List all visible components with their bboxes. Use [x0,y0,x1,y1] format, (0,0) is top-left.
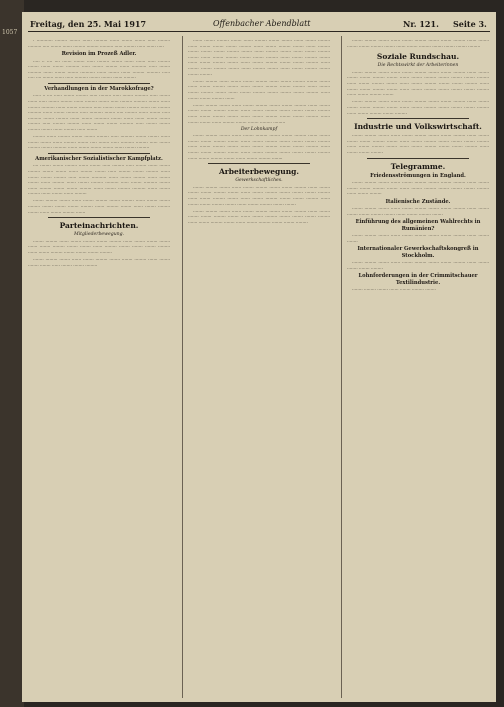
issue-date: Freitag, den 25. Mai 1917 [30,19,147,29]
page-number: Seite 3. [453,19,487,29]
headline-lohnforderungen: Lohnforderungen in der Crimmitschauer Textilindustrie. [358,273,478,286]
headline-partei: Parteinachrichten. [59,221,139,231]
subhead-gewerkschaftliches: Gewerkschaftliches. [235,178,283,184]
article-column-1: · ············ ········· ········ ······· ·········· ······· ········ ········ ······ ········· ·········· ····· ········ ······· ········· ········· ·········· ······ ········· ······ ······· ····· Revision im Prozeß Adler. ····· ·· ···· ···· ······· ········ ······ ········· ········ ······· ······· ······ ········· ········ ······· ········ ·········· ······ ········ ········· ······· ··········· ······ ········ ·········· ······· ········ ········ ··········· ······· ········ ······· ········· ·········· ······ ····· ···· ········ ······· ······ ·········· ········ ········ ······· ········· Verhandlungen in der Marokkofrage? ······ ·· ···· ······ ········ ········· ······ ········· ······ ········ ·········· ······ ········ ······· ······ ········ ········· ······· ········· ········ ······ ········· ·········· ········ ······· ········· ·········· ······· ········ ·········· ······ ········ ········ ········· ······· ···· ········· ·········· ······· ········ ········· ······ ·········· ········ ····· ········· ······· ········ ······ ·········· ········ ········· ······· ········ ··········· ········ ······· ······· ········ ········ ········· ······ ········· ········· ······· ········ ········ ·········· ······ ········ ········ ········· ········ ······· ········· ······ ········ ········· ······· ········· ········ ········ ········· ······ ·········· ········ ········ ······· ········ ········ ······· ········· ········ ····· ········ ······ ·········· ········· ······ ········ ········· ········ ·········· ······· ········ ········ ········ ······· ········ ········· Amerikanischer Sozialistischer Kampfplatz. ···· ········ ········ ········· ······· ········ ······ ········· ······ ········ ······· ········ ········· ········ ········ ······· ········· ········ ······ ········· ········ ········· ······· ········ ········ ········· ······ ········ ··········· ······· ········ ········· ······· ········ ········ ······· ········· ······· ········ ········· ·········· ······ ········ ·········· ········ ······· ········· ········ ········ ········· ······· ········ ········· ·········· ······· ········ ········· ······· ········ ······· ········· ········ ········· ········ ······· ········ ········· ········ ········· ······· ········ ········ ········· ········ ········ ········ ········· ······· ········· ········ ······· ········ ········· ········ ······· ········ ········· ······· Parteinachrichten. Mitgliederbewegung. ········ ········· ······· ········ ········· ········ ········· ······· ········ ········ ········ ······· ········ ········· ········ ········ ······· ········· ········ ········ ········ ········· ······· ········ ········· ········ ········ ········ ········· ········ ········· ········ ······· ········ ········· ········ ········ ········· ······· ········ ········ ········ ······ ········ ········ ········· [28,38,170,268]
subhead-lohnkampf: Der Lohnkampf [240,126,278,132]
subhead-arbeiterinnen: Die Rechtswirkt der Arbeiterinnen [377,63,459,69]
column-rule [182,36,183,698]
headline-marokko: Verhandlungen in der Marokkofrage? [44,85,154,92]
gutter-page-fragment: 1057 [2,29,18,36]
headline-revision: Revision im Prozeß Adler. [61,51,137,58]
headline-arbeiterbewegung: Arbeiterbewegung. [218,167,300,177]
subhead-mitglieder: Mitgliederbewegung. [73,232,125,238]
adjacent-page-gutter [0,0,24,707]
headline-soziale-rundschau: Soziale Rundschau. [376,52,460,62]
page-masthead [28,17,490,32]
headline-russland: Einführung des allgemeinen Wahlrechts in Rumänien? [355,219,481,232]
headline-telegramme: Telegramme. [390,161,446,171]
issue-number: Nr. 121. [403,19,439,29]
newspaper-page [22,12,496,702]
headline-italien: Italienische Zustände. [385,198,451,205]
column-rule [341,36,342,698]
headline-kongress: Internationaler Gewerkschaftskongreß in Stockholm. [357,246,479,259]
headline-sozialistisch: Amerikanischer Sozialistischer Kampfplatz. [35,155,163,162]
headline-friedens: Friedensströmungen in England. [370,172,466,179]
headline-industrie: Industrie und Volkswirtschaft. [354,122,482,132]
newspaper-title: Offenbacher Abendblatt [213,19,311,28]
article-column-3: ········ ········· ········ ······· ········ ········· ········ ········ ········· ······· ········ ········ ········ ········· ········ ······· ········ ········· ········ ········ ········ ········· Soziale Rundschau. Die Rechtswirkt der Arbeiterinnen ········ ········· ········ ······· ········ ········· ········ ········ ········· ······· ········ ········ ········ ········· ········ ······· ········ ········· ········ ········ ········ ········· ······· ········ ········· ········ ······· ········ ········· ········ ········ ········· ······· ········ ········ ········· ········ ······· ········ ········· ········ ········ ········ ········· ······· ········ ········· ········ ········ ········· ········ ······· ········ ········· ········ ········ ········· ······· ········ ········ ········ ········· ········ ······· ········ ········· ········ ········ ········ ········· ······· ········ ········· ········ ········· Industrie und Volkswirtschaft. ········ ········· ········ ······· ········ ········· ········ ········ ········· ······· ········ ········ ········ ········· ········ ······· ········ ········· ········ ········ ········ ········· ······· ········ ········· ········ ······· ········ ········· ········ ········ ········· ······· ········ ········ ········· Telegramme. Friedensströmungen in England. ········ ········· ········ ······· ········ ········· ········ ········ ········· ······· ········ ········ ········ ········· ········ ······· ········ ········· ········ ········ ········ ········· ······· ········ ········· Italienische Zustände. ········ ········· ········ ······· ········ ········· ········ ········ ········· ······· ········ ········ ········ ········· ········ ······· ········ ········· ········ Einführung des allgemeinen Wahlrechts in Rumänien? ········ ········· ········ ······· ········ ········· ········ ········ ········· ······· ········ ········ Internationaler Gewerkschaftskongreß in Stockholm. ········ ········· ········ ······· ········ ········· ········ ········ ········· ······· ········ ········ ········ ········· Lohnforderungen in der Crimmitschauer Textilindustrie. ········ ········· ········ ······· ········ ········· ········ [347,38,489,293]
article-column-2: ······· ········ ········· ········ ······· ········· ········ ········ ······· ········ ········· ······· ········ ········ ········ ········· ······· ········ ········· ········ ······· ········· ········ ········ ········ ········· ········ ······· ········· ········ ······· ········ ········· ········ ······· ········ ········· ········ ········ ········· ······· ········ ········· ········ ······· ········ ········· ········ ······· ········ ········· ········ ········ ········· ······· ········ ········ ········· ········ ······· ········· ········ ······· ········ ········· ········ ········ ········· ········ ········· ······· ········ ········ ········· ······· ········ ········· ········ ········ ······· ········ ········· ········ ······· ········ ········· ········ ········· ······· ········ ········ ········· ········ ······· ········ ········· ········ ········ ········ ········· ······· ········ ········ ········· ······· ········ ········· ········ ······· ········ ········· ········ ········ ········· ······· ········ ········ ········ ········· ········ ······· ········ ········· ········ ········ ········ ········· ······· ········ ········· ········ ······· ········ ········· ········ ········ ········· ······· ········ ········ ······· ········· ········ ········ ········· ········· Der Lohnkampf ········ ········· ········ ······· ········ ········· ········ ········ ········· ······· ········ ········ ········ ········· ········ ······· ········ ········· ········ ········ ········ ········· ······· ········ ········· ········ ······· ········ ········· ········ ········ ········· ······· ········ ········ ········· ········ ······· ········ ········· ········ ········ ········ ········· ······· ········ ········· ········ ······· ········ ········· ········ Arbeiterbewegung. Gewerkschaftliches. ········ ········· ········ ······· ········ ········· ········ ········ ········· ······· ········ ········ ········ ········· ········ ······· ········ ········· ········ ········ ········ ········· ······· ········ ········· ········ ······· ········ ········· ········ ········ ········· ······· ········ ········ ········· ········ ······· ········ ········· ········ ········ ········ ········· ········ ······· ········ ········· ········ ········ ········· ······· ········ ········ ········ ········· ········ ······· ········ ········· ········ ········ ········ ········· ······· ········ ········· ········ ······· ········ ········· ········ ········ ········· [188,38,330,225]
